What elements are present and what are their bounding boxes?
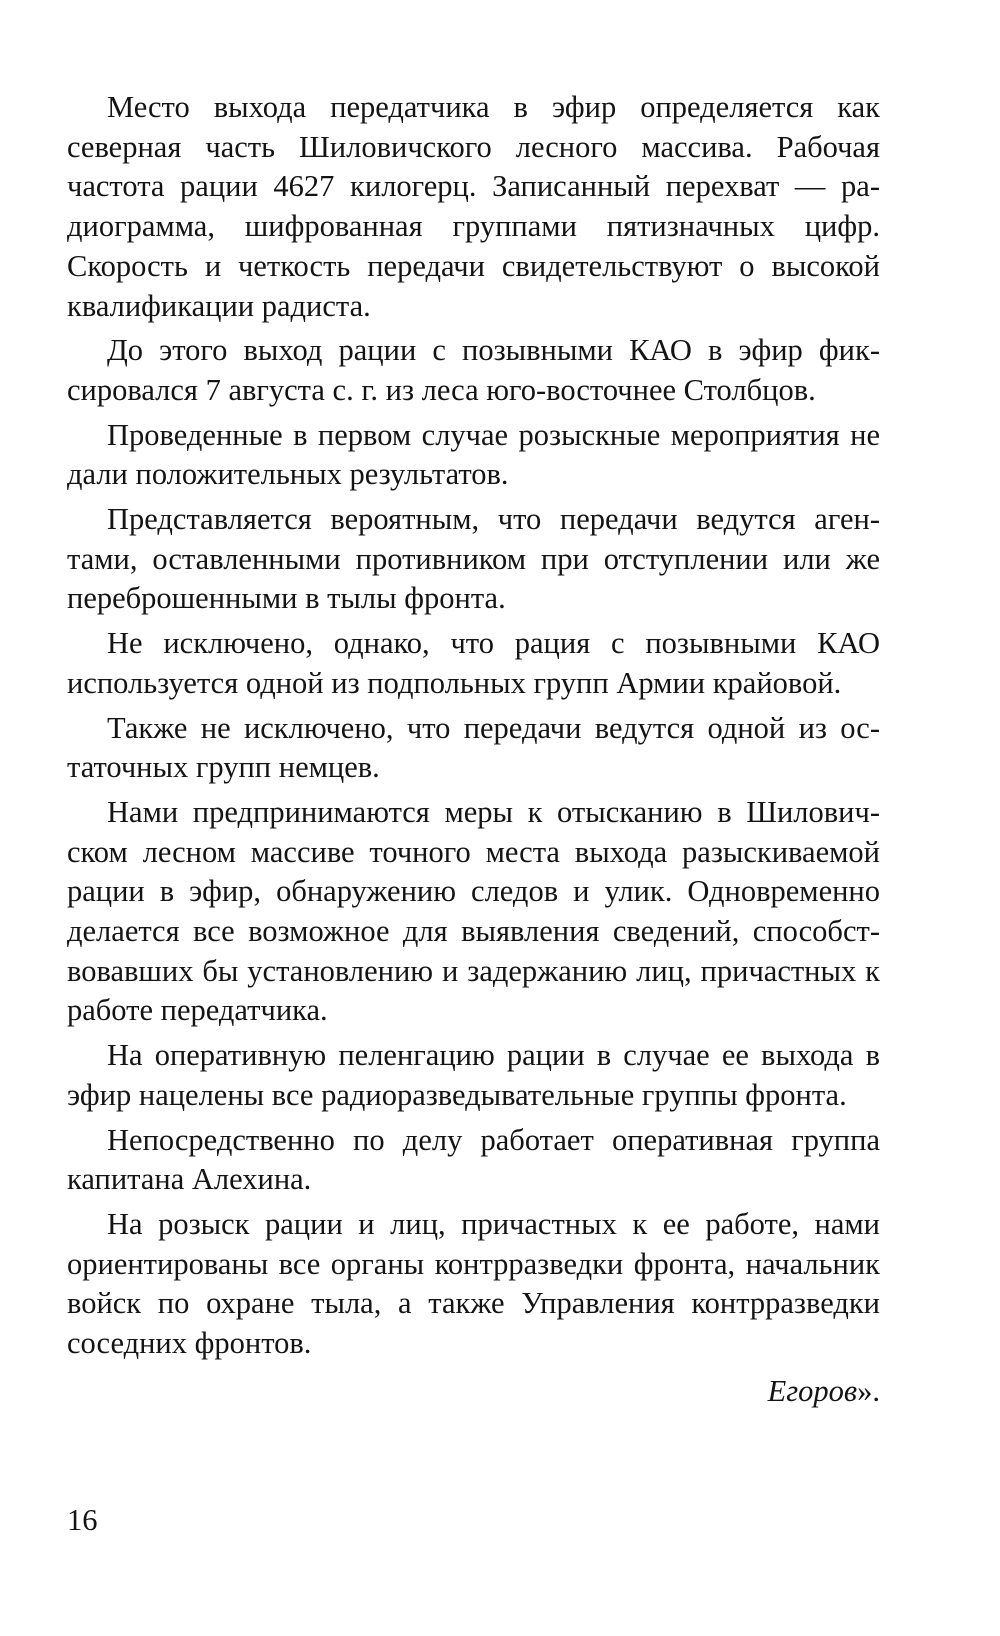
paragraph-2: До этого выход рации с позывными КАО в эфир фиксировался 7 августа с. г. из леса юго-восточнее Столбцов. [67, 333, 880, 407]
signature-name: Егоров [767, 1373, 858, 1408]
paragraph-10: На розыск рации и лиц, причастных к ее работе, нами ориентированы все органы контрразведки фронта, начальник войск по охране тыла, а также Управления контрразведки соседних фронтов. [67, 1206, 880, 1361]
page-body [67, 88, 880, 1413]
paragraph-1: Место выхода передатчика в эфир определяется как северная часть Шиловичского лесного массива. Рабочая частота рации 4627 килогерц. Записанный перехват — радиограмма, шифрованная группами пятизначных цифр. Скорость и четкость передачи свидетельствуют о высокой квалификации радиста. [67, 90, 880, 323]
paragraph-5: Не исключено, однако, что рация с позывными КАО используется одной из подпольных групп Армии крайовой. [67, 626, 880, 700]
paragraph-7: Нами предпринимаются меры к отысканию в Шиловичском лесном массиве точного места выхода разыскиваемой рации в эфир, обнаружению следов и улик. Одновременно делается все возможное для выявления сведений, способствовавших бы установлению и задержанию лиц, причастных к работе передатчика. [67, 794, 880, 1028]
paragraph-6: Также не исключено, что передачи ведутся одной из остаточных групп немцев. [67, 710, 880, 785]
signature [67, 1369, 880, 1413]
page-number: 16 [67, 1503, 98, 1537]
paragraph-8: На оперативную пеленгацию рации в случае ее выхода в эфир нацелены все радиоразведывательные группы фронта. [67, 1038, 880, 1112]
paragraph-9: Непосредственно по делу работает оперативная группа капитана Алехина. [67, 1122, 880, 1197]
signature-ending: ». [857, 1373, 880, 1408]
paragraph-4: Представляется вероятным, что передачи ведутся агентами, оставленными противником при отступлении или же переброшенными в тылы фронта. [67, 502, 880, 616]
paragraph-3: Проведенные в первом случае розыскные мероприятия не дали положительных результатов. [67, 417, 880, 492]
